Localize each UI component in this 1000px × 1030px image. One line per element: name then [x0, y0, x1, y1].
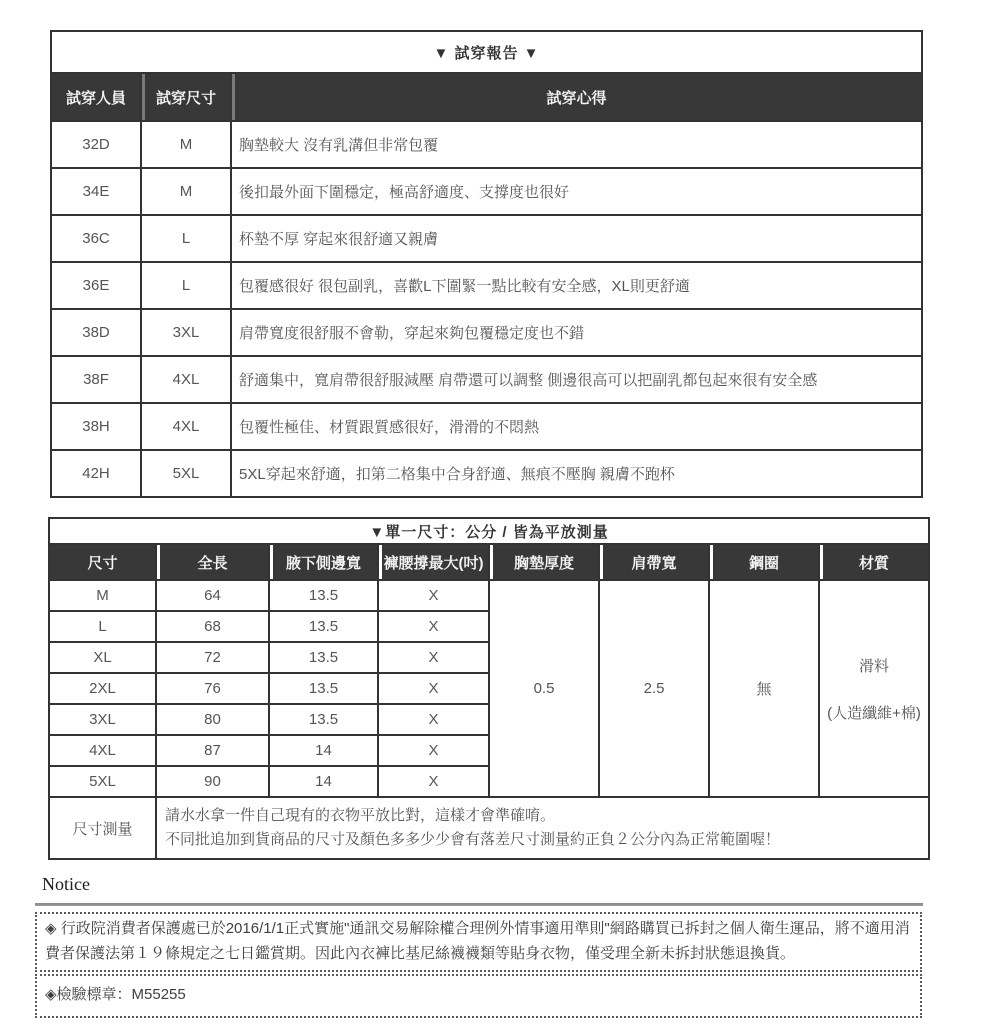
size-cell: 3XL	[141, 309, 231, 356]
length-cell: 76	[156, 673, 269, 704]
waist-max-cell: X	[378, 673, 489, 704]
notice-heading: Notice	[42, 874, 90, 894]
fitting-report-title: ▼ 試穿報告 ▼	[51, 31, 922, 73]
comment-cell: 肩帶寬度很舒服不會勒，穿起來夠包覆穩定度也不錯	[231, 309, 922, 356]
material-composition: (人造纖維+棉)	[827, 704, 921, 722]
measure-note-line1: 請水水拿一件自己現有的衣物平放比對，這樣才會準確唷。	[165, 807, 556, 824]
col-header-feedback: 試穿心得	[231, 73, 922, 121]
size-cell: XL	[49, 642, 156, 673]
size-cell: 4XL	[141, 356, 231, 403]
length-cell: 64	[156, 580, 269, 611]
side-width-cell: 13.5	[269, 673, 378, 704]
fitter-cell: 36C	[51, 215, 141, 262]
col-header-size-tried: 試穿尺寸	[141, 73, 231, 121]
size-cell: M	[141, 121, 231, 168]
measure-note-line2: 不同批追加到貨商品的尺寸及顏色多多少少會有落差尺寸測量約正負２公分內為正常範圍喔！	[165, 831, 781, 848]
col-header-strap-width: 肩帶寬	[599, 544, 709, 580]
notice-section	[35, 874, 925, 1018]
material-cell	[819, 580, 929, 797]
waist-max-cell: X	[378, 642, 489, 673]
fitter-cell: 34E	[51, 168, 141, 215]
waist-max-cell: X	[378, 766, 489, 797]
fitter-cell: 38D	[51, 309, 141, 356]
col-header-size: 尺寸	[49, 544, 156, 580]
comment-cell: 包覆性極佳、材質跟質感很好，滑滑的不悶熱	[231, 403, 922, 450]
measure-note-row	[49, 797, 929, 859]
waist-max-cell: X	[378, 735, 489, 766]
pad-thickness-cell: 0.5	[489, 580, 599, 797]
side-width-cell: 14	[269, 735, 378, 766]
length-cell: 87	[156, 735, 269, 766]
comment-cell: 5XL穿起來舒適，扣第二格集中合身舒適、無痕不壓胸 親膚不跑杯	[231, 450, 922, 497]
table-row	[51, 168, 922, 215]
fitter-cell: 32D	[51, 121, 141, 168]
size-cell: L	[141, 215, 231, 262]
size-chart-title: ▼單一尺寸：公分 / 皆為平放測量	[49, 518, 929, 544]
side-width-cell: 13.5	[269, 580, 378, 611]
size-chart-title-row	[49, 518, 929, 544]
length-cell: 68	[156, 611, 269, 642]
comment-cell: 胸墊較大 沒有乳溝但非常包覆	[231, 121, 922, 168]
table-row	[51, 403, 922, 450]
size-cell: L	[49, 611, 156, 642]
table-row	[49, 580, 929, 611]
size-cell: M	[49, 580, 156, 611]
comment-cell: 後扣最外面下圍穩定，極高舒適度、支撐度也很好	[231, 168, 922, 215]
size-cell: L	[141, 262, 231, 309]
strap-width-cell: 2.5	[599, 580, 709, 797]
wire-cell: 無	[709, 580, 819, 797]
fitting-report-table	[50, 30, 923, 498]
col-header-pad-thickness: 胸墊厚度	[489, 544, 599, 580]
table-row	[51, 121, 922, 168]
length-cell: 72	[156, 642, 269, 673]
side-width-cell: 14	[269, 766, 378, 797]
size-cell: 5XL	[141, 450, 231, 497]
fitter-cell: 36E	[51, 262, 141, 309]
waist-max-cell: X	[378, 580, 489, 611]
table-row	[51, 262, 922, 309]
length-cell: 80	[156, 704, 269, 735]
size-cell: 4XL	[49, 735, 156, 766]
fitter-cell: 42H	[51, 450, 141, 497]
fitting-report-header-row	[51, 73, 922, 121]
col-header-fitter: 試穿人員	[51, 73, 141, 121]
col-header-side-width: 腋下側邊寬	[269, 544, 378, 580]
inspection-mark: ◈檢驗標章：M55255	[35, 974, 922, 1019]
size-cell: 2XL	[49, 673, 156, 704]
col-header-length: 全長	[156, 544, 269, 580]
side-width-cell: 13.5	[269, 704, 378, 735]
comment-cell: 杯墊不厚 穿起來很舒適又親膚	[231, 215, 922, 262]
side-width-cell: 13.5	[269, 611, 378, 642]
table-row	[51, 215, 922, 262]
comment-cell: 舒適集中，寬肩帶很舒服減壓 肩帶還可以調整 側邊很高可以把副乳都包起來很有安全感	[231, 356, 922, 403]
table-row	[51, 356, 922, 403]
table-row	[51, 450, 922, 497]
length-cell: 90	[156, 766, 269, 797]
size-chart-table	[48, 517, 930, 860]
legal-notice-text: ◈ 行政院消費者保護處已於2016/1/1正式實施"通訊交易解除權合理例外情事適用準則"網路購買已拆封之個人衛生運品，將不適用消費者保護法第１９條規定之七日鑑賞期。因此內衣褲比基尼絲襪襪類等貼身衣物，僅受理全新未拆封狀態退換貨。	[35, 912, 922, 972]
product-size-info-page	[0, 30, 1000, 1030]
col-header-material: 材質	[819, 544, 929, 580]
size-chart-header-row	[49, 544, 929, 580]
side-width-cell: 13.5	[269, 642, 378, 673]
table-row	[51, 309, 922, 356]
material-name: 滑料	[859, 657, 890, 675]
measure-label: 尺寸測量	[49, 797, 156, 859]
size-cell: 4XL	[141, 403, 231, 450]
waist-max-cell: X	[378, 611, 489, 642]
measure-note	[156, 797, 929, 859]
fitting-report-title-row	[51, 31, 922, 73]
size-cell: 3XL	[49, 704, 156, 735]
notice-divider	[35, 903, 923, 906]
col-header-waist-max: 褲腰撐最大(吋)	[378, 544, 489, 580]
size-cell: 5XL	[49, 766, 156, 797]
col-header-wire: 鋼圈	[709, 544, 819, 580]
comment-cell: 包覆感很好 很包副乳，喜歡L下圍緊一點比較有安全感，XL則更舒適	[231, 262, 922, 309]
waist-max-cell: X	[378, 704, 489, 735]
size-cell: M	[141, 168, 231, 215]
fitter-cell: 38F	[51, 356, 141, 403]
fitter-cell: 38H	[51, 403, 141, 450]
